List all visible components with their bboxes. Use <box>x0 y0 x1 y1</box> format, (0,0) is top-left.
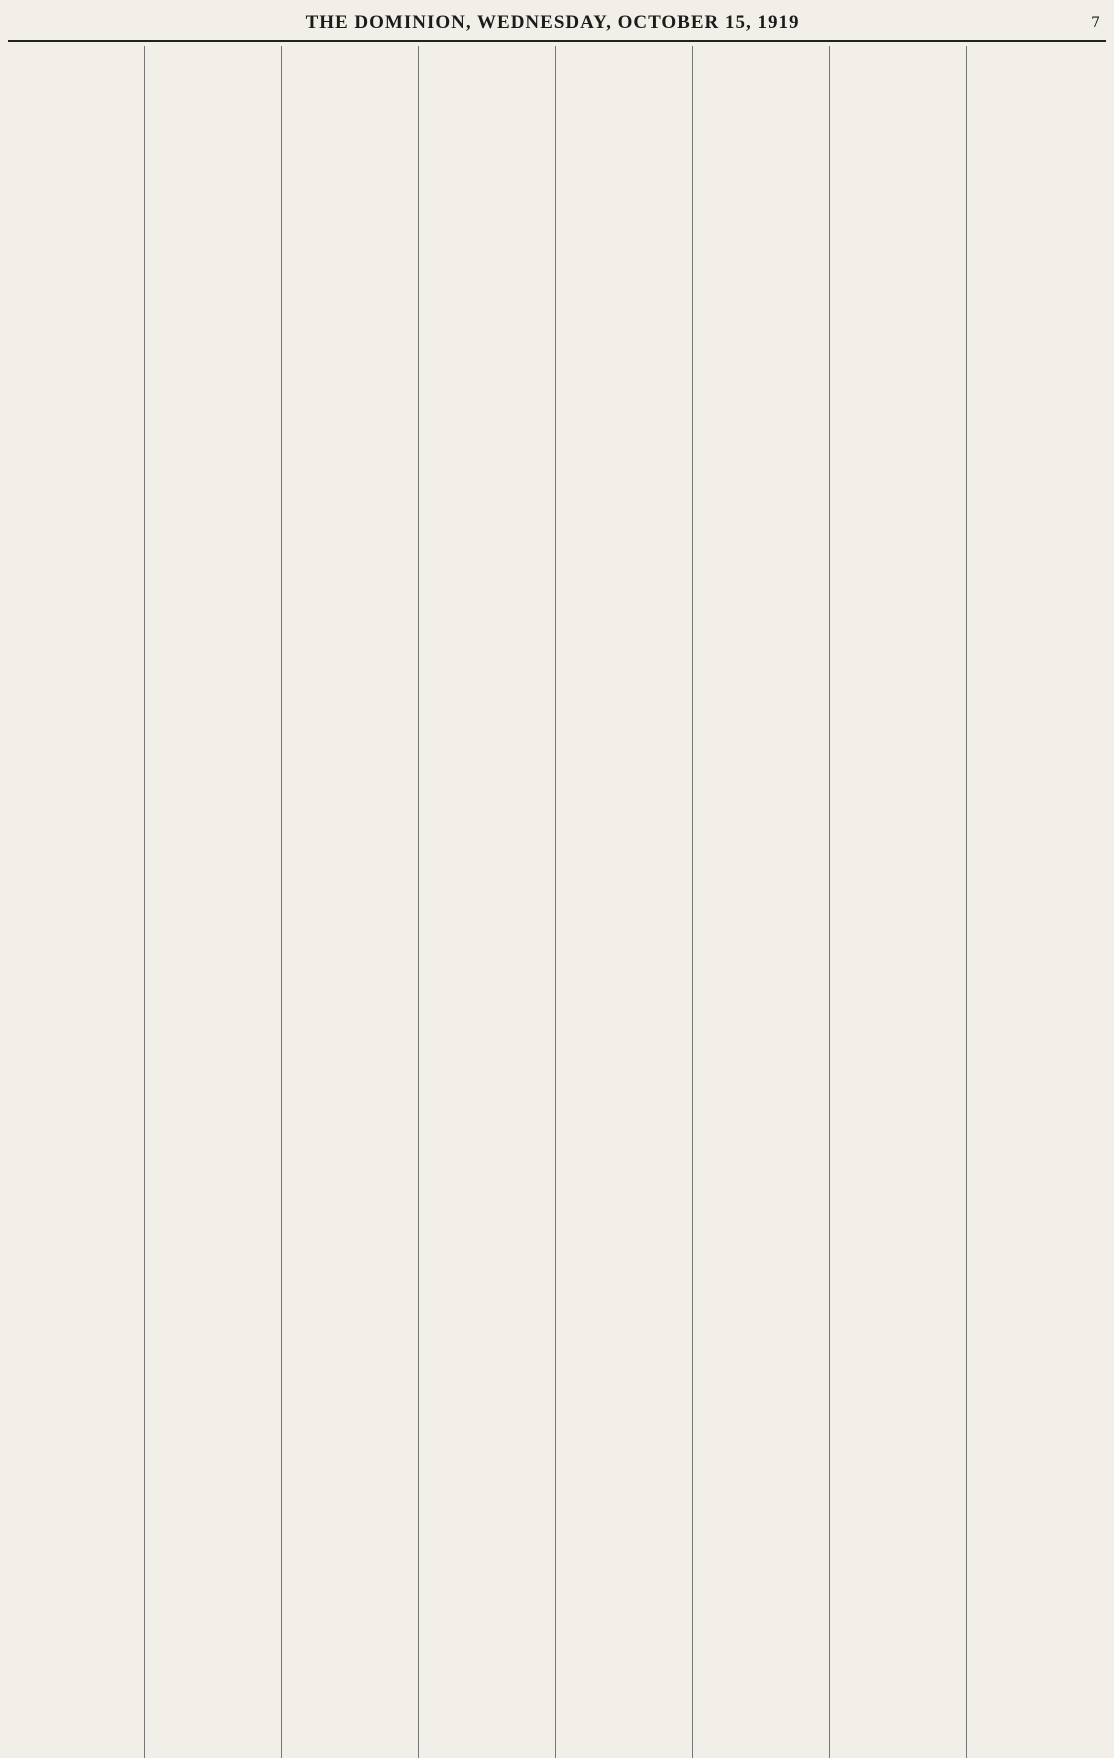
paper-dateline: THE DOMINION, WEDNESDAY, OCTOBER 15, 1919 <box>305 12 800 33</box>
column-1 <box>8 46 145 1758</box>
article-columns <box>8 46 1106 1758</box>
column-8 <box>967 46 1104 1758</box>
column-3 <box>282 46 419 1758</box>
column-2 <box>145 46 282 1758</box>
masthead <box>8 6 1106 42</box>
column-4 <box>419 46 556 1758</box>
column-5 <box>556 46 693 1758</box>
column-6 <box>693 46 830 1758</box>
page-number: 7 <box>1091 15 1100 31</box>
column-7 <box>830 46 967 1758</box>
